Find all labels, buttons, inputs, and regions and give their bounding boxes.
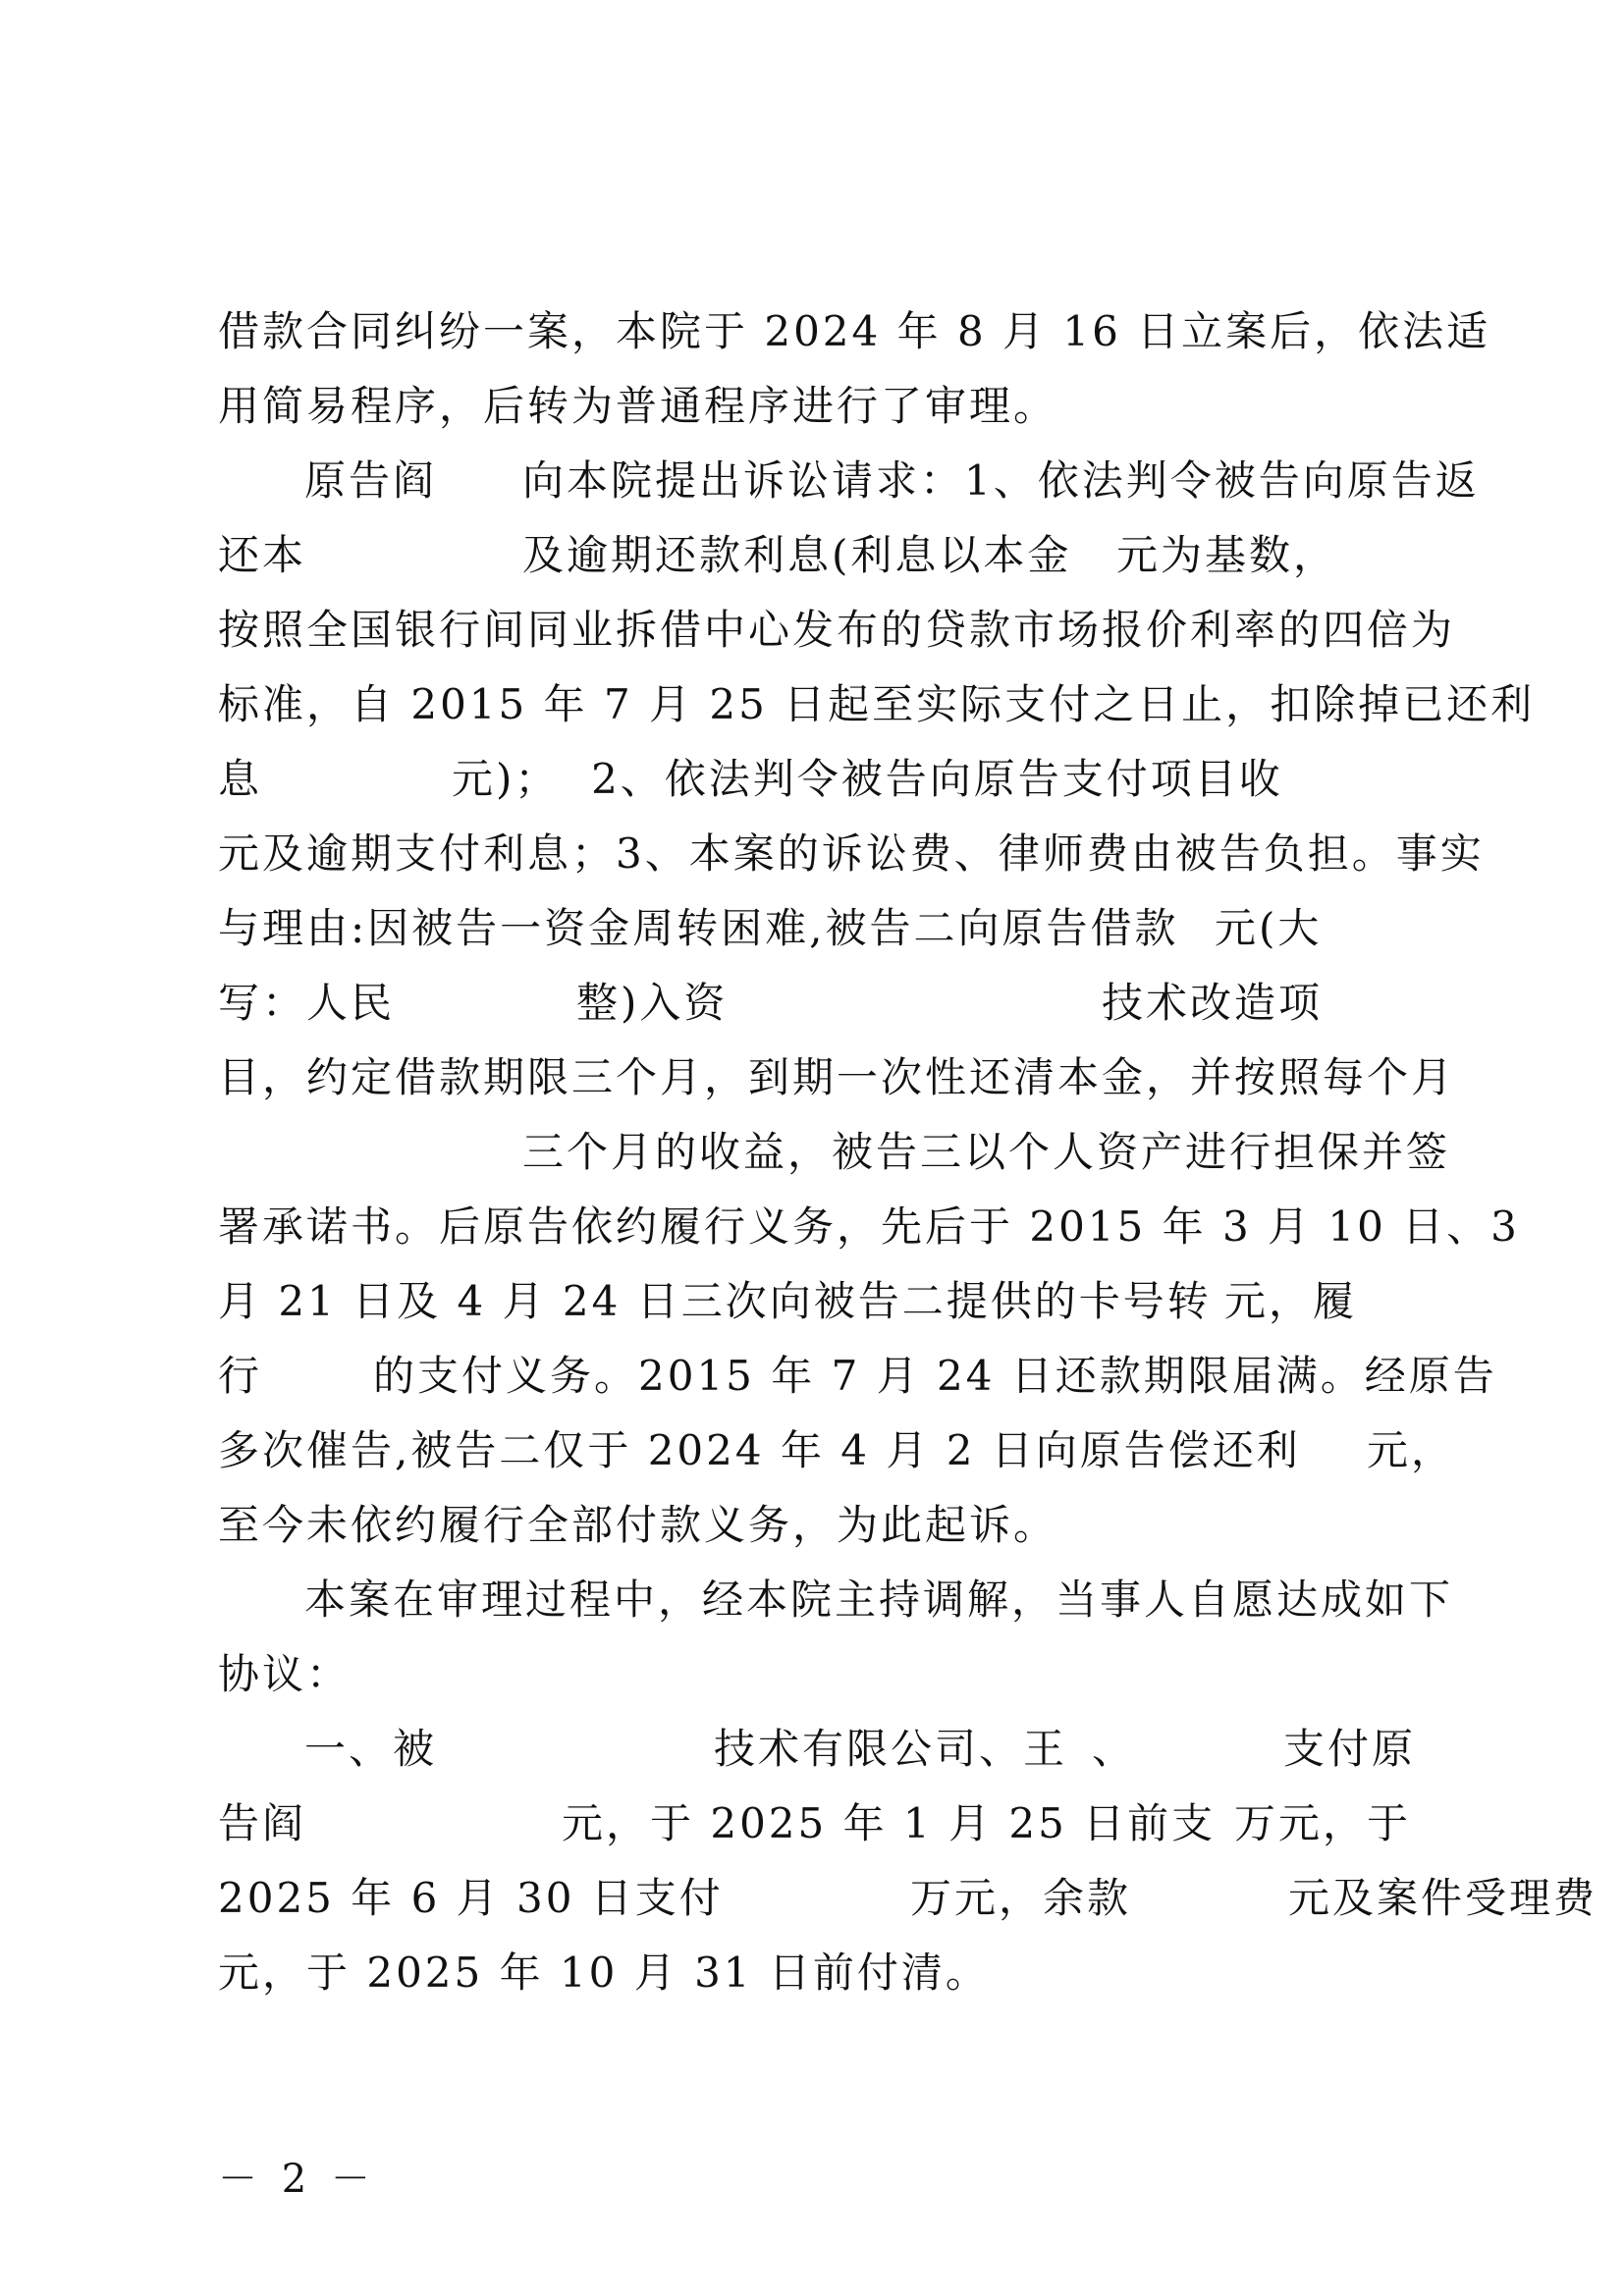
text-line — [218, 1563, 1454, 1637]
text-segment: 与理由:因被告一资金周转困难,被告二向原告借款 — [218, 904, 1179, 952]
text-line — [218, 1712, 1435, 1787]
text-segment: 元)； 2、依法判令被告向原告支付项目收 — [452, 755, 1283, 803]
text-segment: 支付原 — [1283, 1725, 1417, 1773]
text-segment: 元，于 2025 年 1 月 25 日前支 — [562, 1799, 1217, 1847]
text-segment: 、 — [1092, 1725, 1137, 1773]
text-segment: 一、被 — [304, 1725, 438, 1773]
text-segment: 行 — [218, 1352, 263, 1400]
text-line — [218, 1488, 1435, 1563]
text-segment: 原告阎 — [304, 456, 438, 505]
text-line — [218, 1861, 1598, 1936]
text-segment: 至今未依约履行全部付款义务，为此起诉。 — [218, 1501, 1058, 1549]
text-line — [218, 294, 1491, 369]
text-segment: 本案在审理过程中，经本院主持调解，当事人自愿达成如下 — [304, 1575, 1454, 1624]
text-line — [218, 742, 1435, 817]
text-line — [218, 891, 1435, 966]
text-segment: 还本 — [218, 531, 307, 579]
text-segment: 目，约定借款期限三个月，到期一次性还清本金，并按照每个月 — [218, 1053, 1456, 1101]
document-body — [218, 294, 1598, 2010]
text-line — [218, 817, 1485, 891]
text-segment: 元为基数， — [1116, 531, 1338, 579]
page-number: － 2 － — [218, 2157, 376, 2202]
text-line — [218, 1637, 1435, 1712]
text-line — [218, 1414, 1456, 1488]
text-line — [218, 1936, 1435, 2010]
text-line — [218, 1041, 1456, 1115]
text-line — [218, 1787, 1435, 1861]
text-segment: 息 — [218, 755, 263, 803]
text-line — [218, 1115, 1451, 1190]
text-segment: 整)入资 — [576, 979, 729, 1027]
text-segment: 元，履 — [1224, 1277, 1358, 1325]
text-segment: 署承诺书。后原告依约履行义务，先后于 2015 年 3 月 10 日、3 — [218, 1202, 1520, 1251]
text-segment: 按照全国银行间同业拆借中心发布的贷款市场报价利率的四倍为 — [218, 606, 1456, 654]
text-line — [218, 518, 1435, 593]
text-line — [218, 1339, 1497, 1414]
text-segment: 元， — [1367, 1426, 1456, 1474]
text-segment: 技术有限公司、王 — [714, 1725, 1068, 1773]
text-line — [218, 593, 1456, 667]
text-segment: 2025 年 6 月 30 日支付 — [218, 1874, 724, 1922]
text-line — [218, 966, 1435, 1041]
text-segment: 元(大 — [1215, 904, 1323, 952]
text-segment: 三个月的收益，被告三以个人资产进行担保并签 — [522, 1128, 1451, 1176]
text-line — [218, 369, 1435, 444]
text-segment: 多次催告,被告二仅于 2024 年 4 月 2 日向原告偿还利 — [218, 1426, 1301, 1474]
text-segment: 元，于 2025 年 10 月 31 日前付清。 — [218, 1949, 990, 1997]
text-segment: 的支付义务。2015 年 7 月 24 日还款期限届满。经原告 — [373, 1352, 1497, 1400]
text-segment: 借款合同纠纷一案，本院于 2024 年 8 月 16 日立案后，依法适 — [218, 307, 1491, 355]
text-segment: 用简易程序，后转为普通程序进行了审理。 — [218, 382, 1058, 430]
text-segment: 万元，余款 — [910, 1874, 1132, 1922]
text-line — [218, 1190, 1520, 1264]
text-segment: 协议： — [218, 1650, 352, 1698]
text-segment: 万元，于 — [1234, 1799, 1412, 1847]
text-line — [218, 1264, 1435, 1339]
text-segment: 写：人民 — [218, 979, 396, 1027]
text-segment: 元及案件受理费 — [1288, 1874, 1598, 1922]
text-segment: 及逾期还款利息(利息以本金 — [522, 531, 1072, 579]
text-segment: 技术改造项 — [1102, 979, 1324, 1027]
text-segment: 元及逾期支付利息；3、本案的诉讼费、律师费由被告负担。事实 — [218, 829, 1485, 878]
text-segment: 月 21 日及 4 月 24 日三次向被告二提供的卡号转 — [218, 1277, 1212, 1325]
text-segment: 向本院提出诉讼请求：1、依法判令被告向原告返 — [522, 456, 1480, 505]
text-segment: 标准，自 2015 年 7 月 25 日起至实际支付之日止，扣除掉已还利 — [218, 680, 1536, 728]
text-line — [218, 667, 1536, 742]
text-line — [218, 444, 1480, 518]
text-segment: 告阎 — [218, 1799, 307, 1847]
